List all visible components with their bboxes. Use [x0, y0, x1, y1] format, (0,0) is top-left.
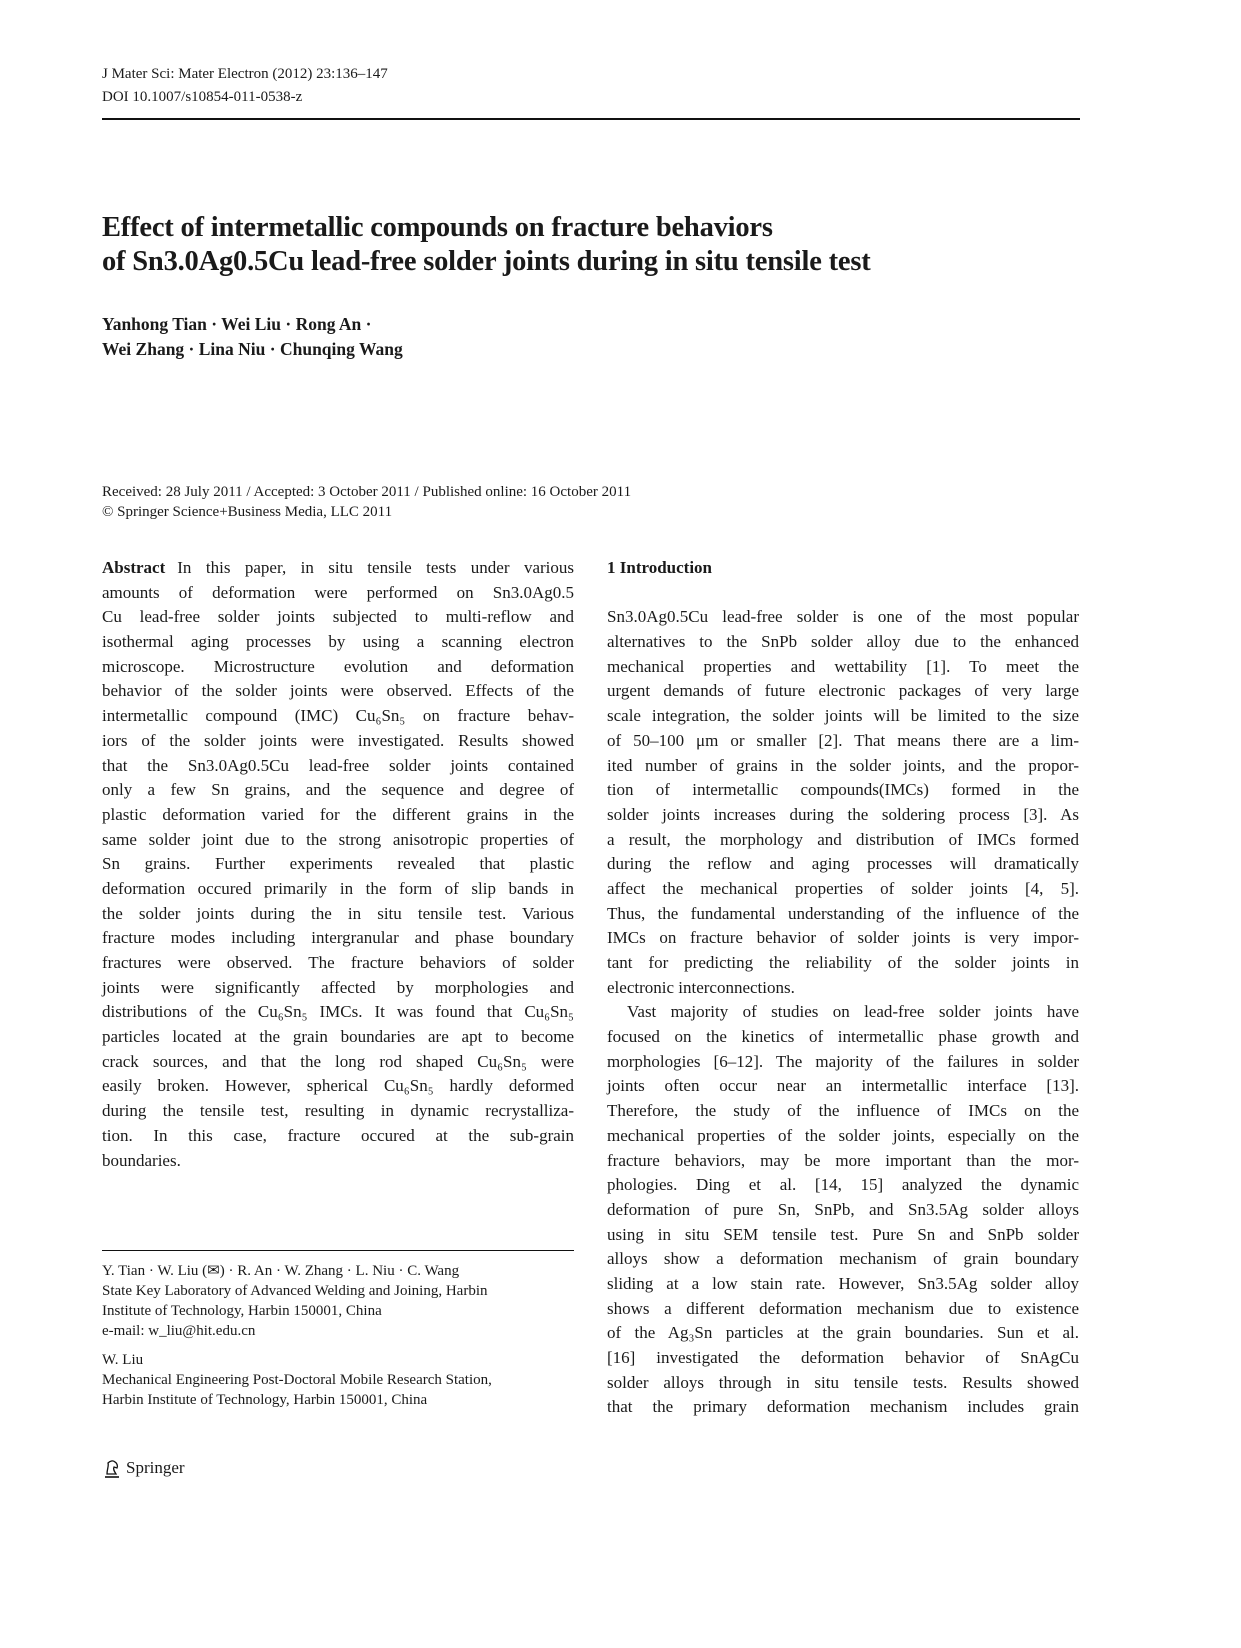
abstract-line: In this paper, in situ tensile tests under various: [177, 558, 574, 577]
introduction-row: [607, 852, 1079, 877]
introduction-row: [607, 951, 1079, 976]
introduction-line: of the Ag₃Sn particles at the grain boundaries. Sun et al.: [607, 1323, 1079, 1343]
introduction-line: scale integration, the solder joints will be limited to the size: [607, 706, 1079, 726]
affiliation-text: State Key Laboratory of Advanced Welding and Joining, Harbin: [102, 1283, 488, 1299]
introduction-line: deformation of pure Sn, SnPb, and Sn3.5Ag solder alloys: [607, 1199, 1079, 1219]
introduction: [607, 556, 1079, 1420]
introduction-row: [607, 754, 1079, 779]
introduction-line: solder alloys through in situ tensile tests. Results showed: [607, 1372, 1079, 1392]
abstract-row: [102, 1124, 574, 1149]
introduction-line: sliding at a low stain rate. However, Sn3.5Ag solder alloy: [607, 1273, 1079, 1293]
introduction-line: electronic interconnections.: [607, 977, 795, 997]
introduction-row: [607, 1050, 1079, 1075]
abstract-row: [102, 1050, 574, 1075]
abstract-row: [102, 679, 574, 704]
abstract-row: [102, 754, 574, 779]
introduction-line: alloys show a deformation mechanism of grain boundary: [607, 1249, 1079, 1269]
email[interactable]: e-mail: w_liu@hit.edu.cn: [102, 1323, 256, 1339]
paper-title-line-2: of Sn3.0Ag0.5Cu lead-free solder joints during in situ tensile test: [102, 246, 871, 277]
publication-dates: Received: 28 July 2011 / Accepted: 3 October 2011 / Published online: 16 October 2011: [102, 484, 632, 500]
abstract-line: tion. In this case, fracture occured at the sub-grain: [102, 1125, 574, 1145]
introduction-row: [607, 1247, 1079, 1272]
introduction-row: [607, 1099, 1079, 1124]
introduction-row: [607, 655, 1079, 680]
abstract-row: [102, 704, 574, 729]
abstract-row: [102, 1074, 574, 1099]
introduction-line: [16] investigated the deformation behavior of SnAgCu: [607, 1348, 1079, 1367]
abstract-line: particles located at the grain boundaries are apt to become: [102, 1027, 574, 1047]
introduction-row: [607, 1000, 1079, 1025]
abstract-line: amounts of deformation were performed on Sn3.0Ag0.5: [102, 582, 574, 602]
abstract-row: [102, 1000, 574, 1025]
authors-line-2: Wei Zhang · Lina Niu · Chunqing Wang: [102, 339, 403, 359]
abstract-line: that the Sn3.0Ag0.5Cu lead-free solder joints contained: [102, 755, 574, 775]
springer-knight-icon: [102, 1457, 122, 1479]
abstract-row: [102, 655, 574, 680]
abstract-line: microscope. Microstructure evolution and deformation: [102, 656, 574, 676]
introduction-line: solder joints increases during the soldering process [3]. As: [607, 804, 1079, 824]
abstract-line: the solder joints during the in situ tensile test. Various: [102, 903, 574, 923]
introduction-line: phologies. Ding et al. [14, 15] analyzed the dynamic: [607, 1175, 1079, 1195]
abstract-row: [102, 951, 574, 976]
abstract: [102, 556, 574, 1173]
abstract-line: Sn grains. Further experiments revealed that plastic: [102, 854, 574, 874]
introduction-line: ited number of grains in the solder joints, and the propor-: [607, 755, 1079, 775]
abstract-line: during the tensile test, resulting in dynamic recrystalliza-: [102, 1101, 574, 1121]
abstract-line: easily broken. However, spherical Cu₆Sn₅ hardly deformed: [102, 1076, 574, 1096]
abstract-line: intermetallic compound (IMC) Cu₆Sn₅ on fracture behav-: [102, 706, 574, 726]
affiliation-text: Institute of Technology, Harbin 150001, China: [102, 1303, 382, 1319]
abstract-row: [102, 1025, 574, 1050]
abstract-row: [102, 556, 574, 581]
introduction-line: fracture behaviors, may be more important than the mor-: [607, 1150, 1079, 1170]
introduction-line: alternatives to the SnPb solder alloy due to the enhanced: [607, 632, 1079, 652]
abstract-row: [102, 852, 574, 877]
introduction-line: Thus, the fundamental understanding of the influence of the: [607, 903, 1079, 923]
introduction-line: tion of intermetallic compounds(IMCs) formed in the: [607, 780, 1079, 800]
introduction-row: [607, 1272, 1079, 1297]
affiliation-text: Mechanical Engineering Post-Doctoral Mobile Research Station,: [102, 1372, 492, 1388]
introduction-row: [607, 1395, 1079, 1420]
introduction-row: [607, 1025, 1079, 1050]
abstract-line: iors of the solder joints were investigated. Results showed: [102, 730, 574, 750]
introduction-row: [607, 1346, 1079, 1371]
introduction-row: [607, 778, 1079, 803]
introduction-line: IMCs on fracture behavior of solder joints is very impor-: [607, 928, 1079, 948]
doi: DOI 10.1007/s10854-011-0538-z: [102, 89, 303, 105]
affiliation-2: [102, 1350, 492, 1410]
abstract-row: [102, 630, 574, 655]
introduction-row: [607, 605, 1079, 630]
abstract-line: same solder joint due to the strong anisotropic properties of: [102, 829, 574, 849]
abstract-row: [102, 926, 574, 951]
footnote-rule: [102, 1250, 574, 1251]
header-rule: [102, 118, 1080, 120]
abstract-row: [102, 1149, 574, 1174]
introduction-row: [607, 803, 1079, 828]
introduction-row: [607, 1149, 1079, 1174]
introduction-row: [607, 1074, 1079, 1099]
introduction-line: Vast majority of studies on lead-free solder joints have: [627, 1002, 1079, 1022]
introduction-line: shows a different deformation mechanism due to existence: [607, 1298, 1079, 1318]
journal-citation: J Mater Sci: Mater Electron (2012) 23:136–147: [102, 66, 388, 82]
introduction-line: mechanical properties of the solder joints, especially on the: [607, 1125, 1079, 1145]
introduction-line: affect the mechanical properties of solder joints [4, 5].: [607, 878, 1079, 898]
authors-line-1: Yanhong Tian · Wei Liu · Rong An ·: [102, 314, 372, 334]
introduction-row: [607, 1297, 1079, 1322]
abstract-row: [102, 902, 574, 927]
abstract-row: [102, 778, 574, 803]
abstract-line: boundaries.: [102, 1150, 181, 1170]
introduction-row: [607, 1124, 1079, 1149]
introduction-line: Sn3.0Ag0.5Cu lead-free solder is one of the most popular: [607, 607, 1079, 627]
introduction-row: [607, 1321, 1079, 1346]
introduction-row: [607, 1223, 1079, 1248]
introduction-line: of 50–100 μm or smaller [2]. That means there are a lim-: [607, 730, 1079, 750]
affiliation-text: Harbin Institute of Technology, Harbin 150001, China: [102, 1392, 428, 1408]
introduction-row: [607, 729, 1079, 754]
abstract-row: [102, 605, 574, 630]
introduction-line: using in situ SEM tensile test. Pure Sn and SnPb solder: [607, 1224, 1079, 1244]
abstract-row: [102, 976, 574, 1001]
abstract-line: distributions of the Cu₆Sn₅ IMCs. It was found that Cu₆Sn₅: [102, 1002, 574, 1022]
introduction-heading: 1 Introduction: [607, 558, 713, 577]
author-name: W. Liu: [102, 1352, 144, 1368]
abstract-line: deformation occured primarily in the form of slip bands in: [102, 878, 574, 898]
introduction-line: tant for predicting the reliability of the solder joints in: [607, 953, 1079, 972]
introduction-row: [607, 1173, 1079, 1198]
abstract-line: fractures were observed. The fracture behaviors of solder: [102, 953, 574, 972]
copyright: © Springer Science+Business Media, LLC 2011: [102, 504, 393, 520]
abstract-line: plastic deformation varied for the different grains in the: [102, 804, 574, 824]
spacer: [607, 581, 1079, 606]
publisher-name: Springer: [126, 1458, 185, 1477]
abstract-row: [102, 803, 574, 828]
introduction-row: [607, 877, 1079, 902]
abstract-line: Cu lead-free solder joints subjected to multi-reflow and: [102, 607, 574, 627]
introduction-line: urgent demands of future electronic packages of very large: [607, 681, 1079, 701]
introduction-row: [607, 1371, 1079, 1396]
abstract-heading: Abstract: [102, 558, 166, 577]
author-list: Y. Tian · W. Liu (✉) · R. An · W. Zhang · L. Niu · C. Wang: [102, 1263, 460, 1279]
introduction-row: [607, 704, 1079, 729]
introduction-line: that the primary deformation mechanism includes grain: [607, 1397, 1079, 1417]
introduction-line: morphologies [6–12]. The majority of the failures in solder: [607, 1051, 1079, 1071]
introduction-line: joints often occur near an intermetallic interface [13].: [607, 1076, 1079, 1096]
introduction-row: [607, 679, 1079, 704]
abstract-line: crack sources, and that the long rod shaped Cu₆Sn₅ were: [102, 1051, 574, 1071]
springer-logo: [102, 1457, 185, 1479]
introduction-row: [607, 976, 1079, 1001]
affiliation-1: [102, 1261, 488, 1341]
introduction-line: focused on the kinetics of intermetallic phase growth and: [607, 1027, 1079, 1047]
introduction-row: [607, 926, 1079, 951]
introduction-line: mechanical properties and wettability [1]. To meet the: [607, 656, 1079, 676]
introduction-row: [607, 828, 1079, 853]
introduction-heading-row: [607, 556, 1079, 581]
abstract-row: [102, 729, 574, 754]
introduction-row: [607, 902, 1079, 927]
abstract-line: only a few Sn grains, and the sequence and degree of: [102, 780, 574, 800]
introduction-line: a result, the morphology and distribution of IMCs formed: [607, 829, 1079, 849]
introduction-line: Therefore, the study of the influence of IMCs on the: [607, 1101, 1079, 1121]
introduction-row: [607, 1198, 1079, 1223]
introduction-row: [607, 630, 1079, 655]
abstract-row: [102, 581, 574, 606]
abstract-row: [102, 877, 574, 902]
introduction-line: during the reflow and aging processes will dramatically: [607, 854, 1079, 874]
abstract-line: isothermal aging processes by using a scanning electron: [102, 632, 574, 652]
abstract-line: fracture modes including intergranular and phase boundary: [102, 928, 574, 948]
abstract-row: [102, 828, 574, 853]
paper-title-line-1: Effect of intermetallic compounds on fracture behaviors: [102, 212, 773, 243]
abstract-line: behavior of the solder joints were observed. Effects of the: [102, 681, 574, 701]
abstract-row: [102, 1099, 574, 1124]
abstract-line: joints were significantly affected by morphologies and: [102, 977, 574, 997]
